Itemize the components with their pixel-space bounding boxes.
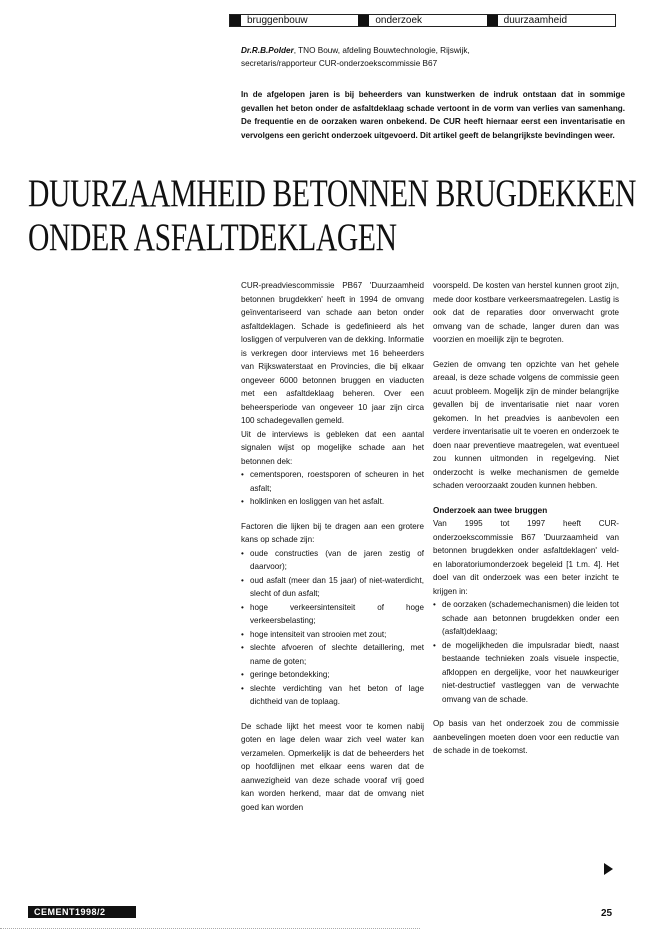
- paragraph: De schade lijkt het meest voor te komen nabij goten en lage delen waar zich veel water kan verzamelen. Opmerkelijk is dat de beheerders het op hoofdlijnen met elkaar eens waren dat de aanwezigheid van deze schade vooraf vrij goed kan worden herkend, maar dat de omvang niet goed kan worden: [241, 721, 424, 812]
- article-title: [28, 172, 637, 260]
- section-header-bar: [229, 14, 616, 27]
- paragraph: Gezien de omvang ten opzichte van het gehele areaal, is deze schade volgens de commissie geen acuut probleem. Mogelijk zijn de minder belangrijke gevallen bij de inventarisatie niet naar voren gekomen. In het preadvies is aanbevolen een verdere inventarisatie uit te voeren en onderzoek te doen naar preventieve maatregelen, wat eventueel zou kunnen uitmonden in regelgeving. Niet onderzocht is welke mechanismen de gemelde schaden veroorzaakt zouden kunnen hebben.: [433, 359, 619, 490]
- section-tag-bruggenbouw: [230, 15, 358, 26]
- list-item: • oud asfalt (meer dan 15 jaar) of niet-waterdicht, slecht of dun asfalt;: [241, 574, 424, 601]
- section-tag-onderzoek: [358, 15, 486, 26]
- list-item: • hoge intensiteit van strooien met zout;: [241, 628, 424, 642]
- list-item: • hoge verkeersintensiteit of hoge verkeersbelasting;: [241, 601, 424, 628]
- journal-footer: CEMENT1998/2: [28, 906, 136, 918]
- paragraph: Factoren die lijken bij te dragen aan een grotere kans op schade zijn:: [241, 521, 424, 544]
- right-column: [433, 279, 619, 758]
- title-line: ONDER ASFALTDEKLAGEN: [28, 216, 397, 259]
- section-label: bruggenbouw: [247, 15, 308, 26]
- factors-list: [241, 547, 424, 709]
- paragraph: Van 1995 tot 1997 heeft CUR-onderzoekscommissie B67 'Duurzaamheid van betonnen brugdekken onder asfaltdeklagen' veld- en laboratoriumonderzoek begeleid [1 t.m. 4]. Het doel van dit onderzoek was een beter inzicht te krijgen in:: [433, 519, 619, 596]
- title-line: DUURZAAMHEID BETONNEN BRUGDEKKEN: [28, 172, 637, 215]
- page-number: 25: [601, 908, 613, 919]
- paragraph: Uit de interviews is gebleken dat een aantal signalen wijst op mogelijke schade aan het betonnen dek:: [241, 429, 424, 466]
- list-item: • geringe betondekking;: [241, 668, 424, 682]
- paragraph: voorspeld. De kosten van herstel kunnen groot zijn, mede door kostbare verkeersmaatregelen. Lastig is ook dat de reparaties door onverwacht grote omvang van de schade, langer duren dan was voorzien en moeilijk zijn te begroten.: [433, 281, 619, 344]
- author-block: [241, 44, 621, 70]
- square-marker-icon: [487, 15, 498, 26]
- list-item: • de mogelijkheden die impulsradar biedt, naast bestaande technieken zoals visuele inspectie, afkloppen en dergelijke, voor het nauwkeuriger niet-destructief vastleggen van de verwachte omvang van de schade.: [433, 639, 619, 707]
- left-column: [241, 279, 424, 814]
- list-item: • cementsporen, roestsporen of scheuren in het asfalt;: [241, 468, 424, 495]
- goals-list: [433, 598, 619, 706]
- divider: [0, 928, 420, 930]
- section-label: onderzoek: [375, 15, 423, 26]
- author-name: Dr.R.B.Polder: [241, 46, 294, 55]
- intro-paragraph: In de afgelopen jaren is bij beheerders van kunstwerken de indruk ontstaan dat in sommige gevallen het beton onder de asfaltdeklaag schade vertoont in de vorm van verlies van samenhang. De frequentie en de oorzaken waren onbekend. De CUR heeft hiernaar eerst een inventarisatie en vervolgens een gericht onderzoek uitgevoerd. Dit artikel geeft de belangrijkste bevindingen weer.: [241, 90, 625, 140]
- list-item: • slechte verdichting van het beton of lage dichtheid van de toplaag.: [241, 682, 424, 709]
- section-label: duurzaamheid: [503, 15, 568, 26]
- signals-list: [241, 468, 424, 509]
- continue-arrow-icon: [604, 863, 613, 875]
- author-role: secretaris/rapporteur CUR-onderzoekscommissie B67: [241, 59, 438, 68]
- list-item: • oude constructies (van de jaren zestig of daarvoor);: [241, 547, 424, 574]
- list-item: • holklinken en losliggen van het asfalt.: [241, 495, 424, 509]
- square-marker-icon: [358, 15, 369, 26]
- paragraph: Op basis van het onderzoek zou de commissie aanbevelingen moeten doen voor een reductie van de schade in de toekomst.: [433, 719, 619, 755]
- list-item: • de oorzaken (schademechanismen) die leiden tot schade aan betonnen brugdekken onder een (asfalt)deklaag;: [433, 598, 619, 639]
- list-item: • slechte afvoeren of slechte detaillering, met name de goten;: [241, 641, 424, 668]
- author-affiliation: , TNO Bouw, afdeling Bouwtechnologie, Rijswijk,: [293, 46, 470, 55]
- square-marker-icon: [230, 15, 241, 26]
- paragraph: CUR-preadviescommissie PB67 'Duurzaamheid betonnen brugdekken' heeft in 1994 de omvang geïnventariseerd van schade aan beton onder asfaltdeklagen. Schade is gedefinieerd als het losliggen of verpulveren van de dekking. Informatie is verkregen door interviews met 16 beheerders van Rijkswaterstaat en Provincies, die bij elkaar ongeveer 6000 betonnen bruggen en viaducten met een asfaltdeklaag beheren. Over een beheersperiode van ongeveer 10 jaar zijn circa 100 schadegevallen gemeld.: [241, 281, 424, 425]
- section-tag-duurzaamheid: [487, 15, 615, 26]
- section-heading: Onderzoek aan twee bruggen: [433, 505, 548, 515]
